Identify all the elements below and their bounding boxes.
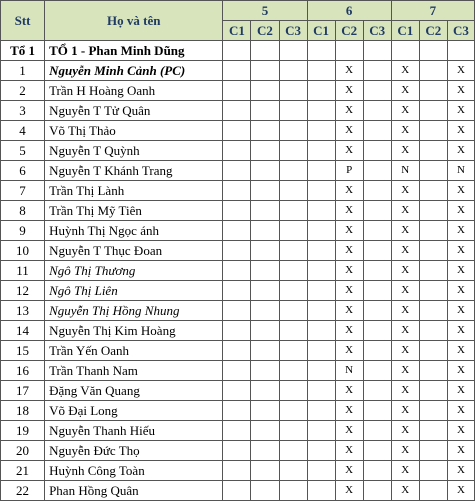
mark-cell xyxy=(363,41,391,61)
mark-cell: X xyxy=(391,221,419,241)
stt-cell: 14 xyxy=(1,321,45,341)
name-cell: Đặng Văn Quang xyxy=(45,381,223,401)
mark-cell: X xyxy=(391,241,419,261)
mark-cell: P xyxy=(335,161,363,181)
mark-cell xyxy=(419,441,447,461)
mark-cell xyxy=(251,241,279,261)
stt-cell: 22 xyxy=(1,481,45,501)
mark-cell xyxy=(307,301,335,321)
mark-cell xyxy=(419,461,447,481)
mark-cell xyxy=(223,121,251,141)
mark-cell: X xyxy=(447,61,474,81)
mark-cell: X xyxy=(447,241,474,261)
mark-cell xyxy=(307,481,335,501)
mark-cell: X xyxy=(391,401,419,421)
mark-cell xyxy=(223,381,251,401)
table-row xyxy=(1,221,475,241)
mark-cell: X xyxy=(447,321,474,341)
mark-cell xyxy=(251,221,279,241)
table-header xyxy=(1,1,475,41)
mark-cell: X xyxy=(335,321,363,341)
stt-cell: 11 xyxy=(1,261,45,281)
mark-cell xyxy=(419,181,447,201)
mark-cell xyxy=(251,341,279,361)
mark-cell xyxy=(307,81,335,101)
mark-cell xyxy=(279,241,307,261)
mark-cell: X xyxy=(335,481,363,501)
mark-cell: N xyxy=(447,161,474,181)
mark-cell: X xyxy=(335,241,363,261)
stt-cell: 16 xyxy=(1,361,45,381)
mark-cell: X xyxy=(335,101,363,121)
mark-cell xyxy=(251,461,279,481)
mark-cell xyxy=(447,41,474,61)
mark-cell xyxy=(223,301,251,321)
mark-cell xyxy=(223,361,251,381)
table-row xyxy=(1,201,475,221)
week-header-6: 6 xyxy=(307,1,391,21)
table-row xyxy=(1,361,475,381)
mark-cell xyxy=(419,341,447,361)
mark-cell xyxy=(223,441,251,461)
mark-cell xyxy=(307,461,335,481)
name-cell: Huỳnh Thị Ngọc ánh xyxy=(45,221,223,241)
mark-cell: N xyxy=(391,161,419,181)
table-row xyxy=(1,441,475,461)
mark-cell: X xyxy=(447,181,474,201)
mark-cell xyxy=(279,321,307,341)
mark-cell xyxy=(223,181,251,201)
mark-cell xyxy=(251,421,279,441)
name-cell: Nguyễn T Khánh Trang xyxy=(45,161,223,181)
mark-cell xyxy=(363,301,391,321)
table-row xyxy=(1,241,475,261)
col-header: C3 xyxy=(447,21,474,41)
mark-cell: X xyxy=(391,301,419,321)
mark-cell: X xyxy=(335,281,363,301)
name-cell: Trần Thanh Nam xyxy=(45,361,223,381)
mark-cell xyxy=(251,81,279,101)
stt-cell: 7 xyxy=(1,181,45,201)
mark-cell xyxy=(251,481,279,501)
stt-cell: 21 xyxy=(1,461,45,481)
name-cell: Huỳnh Công Toàn xyxy=(45,461,223,481)
mark-cell: X xyxy=(335,421,363,441)
mark-cell xyxy=(307,61,335,81)
mark-cell xyxy=(363,101,391,121)
mark-cell xyxy=(363,461,391,481)
mark-cell: X xyxy=(447,81,474,101)
mark-cell xyxy=(251,301,279,321)
mark-cell: X xyxy=(447,121,474,141)
week-header-5: 5 xyxy=(223,1,307,21)
table-row xyxy=(1,301,475,321)
name-header: Họ và tên xyxy=(45,1,223,41)
mark-cell xyxy=(251,141,279,161)
table-row xyxy=(1,261,475,281)
mark-cell xyxy=(279,461,307,481)
mark-cell xyxy=(251,361,279,381)
table-row xyxy=(1,81,475,101)
stt-cell: 12 xyxy=(1,281,45,301)
mark-cell xyxy=(307,241,335,261)
table-row xyxy=(1,341,475,361)
mark-cell: X xyxy=(391,281,419,301)
mark-cell xyxy=(307,381,335,401)
table-row xyxy=(1,481,475,501)
col-header: C2 xyxy=(335,21,363,41)
mark-cell xyxy=(363,341,391,361)
mark-cell: X xyxy=(335,441,363,461)
mark-cell: X xyxy=(391,441,419,461)
mark-cell xyxy=(223,421,251,441)
mark-cell: X xyxy=(335,81,363,101)
mark-cell xyxy=(419,121,447,141)
mark-cell xyxy=(307,261,335,281)
table-row xyxy=(1,381,475,401)
stt-cell: 2 xyxy=(1,81,45,101)
name-cell: Ngô Thị Liên xyxy=(45,281,223,301)
mark-cell: X xyxy=(391,61,419,81)
mark-cell xyxy=(251,401,279,421)
stt-cell: 19 xyxy=(1,421,45,441)
mark-cell xyxy=(223,241,251,261)
mark-cell xyxy=(251,441,279,461)
mark-cell xyxy=(419,81,447,101)
mark-cell: X xyxy=(391,121,419,141)
mark-cell xyxy=(223,321,251,341)
mark-cell xyxy=(279,361,307,381)
mark-cell xyxy=(419,361,447,381)
mark-cell xyxy=(279,201,307,221)
mark-cell xyxy=(419,161,447,181)
col-header: C3 xyxy=(363,21,391,41)
mark-cell: X xyxy=(391,481,419,501)
mark-cell xyxy=(223,61,251,81)
mark-cell xyxy=(307,121,335,141)
mark-cell xyxy=(419,141,447,161)
mark-cell: X xyxy=(335,341,363,361)
mark-cell xyxy=(251,181,279,201)
stt-cell: 4 xyxy=(1,121,45,141)
mark-cell xyxy=(363,221,391,241)
mark-cell xyxy=(251,121,279,141)
table-row xyxy=(1,141,475,161)
mark-cell xyxy=(279,421,307,441)
mark-cell: X xyxy=(391,201,419,221)
mark-cell xyxy=(279,181,307,201)
stt-cell: 10 xyxy=(1,241,45,261)
mark-cell xyxy=(223,461,251,481)
mark-cell xyxy=(419,261,447,281)
mark-cell xyxy=(251,61,279,81)
mark-cell: X xyxy=(391,421,419,441)
mark-cell xyxy=(419,221,447,241)
mark-cell xyxy=(391,41,419,61)
mark-cell xyxy=(363,161,391,181)
mark-cell: X xyxy=(447,421,474,441)
mark-cell: X xyxy=(391,141,419,161)
mark-cell: X xyxy=(447,401,474,421)
mark-cell xyxy=(363,281,391,301)
stt-cell: 1 xyxy=(1,61,45,81)
mark-cell: X xyxy=(335,301,363,321)
mark-cell xyxy=(223,41,251,61)
mark-cell xyxy=(223,101,251,121)
mark-cell xyxy=(223,281,251,301)
name-cell: Nguyễn T Quỳnh xyxy=(45,141,223,161)
mark-cell xyxy=(307,161,335,181)
mark-cell: X xyxy=(391,341,419,361)
mark-cell: X xyxy=(391,321,419,341)
mark-cell xyxy=(223,141,251,161)
mark-cell xyxy=(279,221,307,241)
mark-cell xyxy=(307,421,335,441)
mark-cell xyxy=(307,341,335,361)
mark-cell xyxy=(223,401,251,421)
name-cell: Nguyễn Thị Hồng Nhung xyxy=(45,301,223,321)
mark-cell xyxy=(363,241,391,261)
mark-cell xyxy=(251,261,279,281)
table-row xyxy=(1,181,475,201)
mark-cell xyxy=(363,201,391,221)
mark-cell xyxy=(279,481,307,501)
name-cell: Nguyễn T Thục Đoan xyxy=(45,241,223,261)
mark-cell xyxy=(363,381,391,401)
group-row xyxy=(1,41,475,61)
mark-cell: X xyxy=(447,141,474,161)
mark-cell xyxy=(251,41,279,61)
name-cell: Phan Hồng Quân xyxy=(45,481,223,501)
mark-cell xyxy=(279,121,307,141)
table-row xyxy=(1,281,475,301)
mark-cell: X xyxy=(335,201,363,221)
name-cell: Nguyễn Đức Thọ xyxy=(45,441,223,461)
col-header: C2 xyxy=(419,21,447,41)
stt-cell: 5 xyxy=(1,141,45,161)
mark-cell xyxy=(223,221,251,241)
mark-cell xyxy=(223,161,251,181)
mark-cell xyxy=(251,281,279,301)
mark-cell: X xyxy=(391,381,419,401)
mark-cell: X xyxy=(391,261,419,281)
mark-cell xyxy=(307,201,335,221)
mark-cell: X xyxy=(335,141,363,161)
mark-cell: X xyxy=(335,221,363,241)
mark-cell: X xyxy=(335,121,363,141)
mark-cell xyxy=(279,61,307,81)
name-cell: Nguyễn Minh Cảnh (PC) xyxy=(45,61,223,81)
mark-cell xyxy=(363,421,391,441)
mark-cell: X xyxy=(447,461,474,481)
mark-cell: X xyxy=(391,461,419,481)
table-row xyxy=(1,61,475,81)
table-row xyxy=(1,461,475,481)
mark-cell xyxy=(279,81,307,101)
mark-cell: X xyxy=(447,341,474,361)
table-row xyxy=(1,321,475,341)
mark-cell xyxy=(307,441,335,461)
mark-cell xyxy=(419,401,447,421)
name-cell: Nguyễn Thanh Hiếu xyxy=(45,421,223,441)
mark-cell xyxy=(419,381,447,401)
mark-cell xyxy=(251,201,279,221)
mark-cell xyxy=(363,81,391,101)
name-cell: Nguyễn Thị Kim Hoàng xyxy=(45,321,223,341)
stt-cell: 13 xyxy=(1,301,45,321)
mark-cell xyxy=(419,101,447,121)
table-row xyxy=(1,401,475,421)
mark-cell xyxy=(307,141,335,161)
table-row xyxy=(1,161,475,181)
stt-cell: Tổ 1 xyxy=(1,41,45,61)
mark-cell xyxy=(251,161,279,181)
mark-cell: X xyxy=(447,201,474,221)
mark-cell xyxy=(363,481,391,501)
col-header: C1 xyxy=(307,21,335,41)
mark-cell: X xyxy=(447,381,474,401)
mark-cell: X xyxy=(335,261,363,281)
mark-cell xyxy=(363,61,391,81)
col-header: C1 xyxy=(223,21,251,41)
stt-cell: 9 xyxy=(1,221,45,241)
mark-cell xyxy=(363,361,391,381)
name-cell: Trần Thị Mỹ Tiên xyxy=(45,201,223,221)
mark-cell xyxy=(419,481,447,501)
mark-cell xyxy=(279,281,307,301)
mark-cell xyxy=(279,301,307,321)
name-cell: Trần Yến Oanh xyxy=(45,341,223,361)
stt-cell: 20 xyxy=(1,441,45,461)
mark-cell: X xyxy=(391,101,419,121)
mark-cell xyxy=(279,401,307,421)
mark-cell xyxy=(419,281,447,301)
mark-cell xyxy=(363,121,391,141)
mark-cell xyxy=(307,181,335,201)
name-cell: Võ Đại Long xyxy=(45,401,223,421)
table-body xyxy=(1,41,475,501)
stt-cell: 15 xyxy=(1,341,45,361)
col-header: C1 xyxy=(391,21,419,41)
mark-cell xyxy=(419,301,447,321)
mark-cell xyxy=(363,181,391,201)
mark-cell xyxy=(335,41,363,61)
mark-cell xyxy=(363,141,391,161)
mark-cell xyxy=(419,241,447,261)
mark-cell xyxy=(419,421,447,441)
mark-cell xyxy=(419,201,447,221)
mark-cell xyxy=(307,281,335,301)
name-cell: Nguyễn T Tử Quân xyxy=(45,101,223,121)
table-row xyxy=(1,101,475,121)
mark-cell xyxy=(223,81,251,101)
table-row xyxy=(1,421,475,441)
mark-cell xyxy=(223,481,251,501)
mark-cell: X xyxy=(335,461,363,481)
mark-cell xyxy=(419,61,447,81)
mark-cell xyxy=(279,141,307,161)
mark-cell xyxy=(223,261,251,281)
name-cell: Trần H Hoàng Oanh xyxy=(45,81,223,101)
mark-cell xyxy=(363,441,391,461)
mark-cell: X xyxy=(335,61,363,81)
name-cell: Võ Thị Thảo xyxy=(45,121,223,141)
stt-cell: 6 xyxy=(1,161,45,181)
name-cell: Ngô Thị Thương xyxy=(45,261,223,281)
mark-cell xyxy=(307,321,335,341)
mark-cell xyxy=(251,101,279,121)
mark-cell: X xyxy=(447,261,474,281)
mark-cell xyxy=(279,101,307,121)
mark-cell: X xyxy=(391,81,419,101)
mark-cell: X xyxy=(447,481,474,501)
mark-cell xyxy=(223,201,251,221)
mark-cell xyxy=(307,41,335,61)
mark-cell xyxy=(307,361,335,381)
mark-cell xyxy=(419,321,447,341)
stt-header: Stt xyxy=(1,1,45,41)
mark-cell xyxy=(363,321,391,341)
table-row xyxy=(1,121,475,141)
mark-cell: N xyxy=(335,361,363,381)
mark-cell: X xyxy=(335,181,363,201)
mark-cell: X xyxy=(447,441,474,461)
name-cell: Trần Thị Lành xyxy=(45,181,223,201)
mark-cell xyxy=(363,261,391,281)
mark-cell: X xyxy=(335,381,363,401)
col-header: C2 xyxy=(251,21,279,41)
mark-cell xyxy=(279,41,307,61)
mark-cell xyxy=(307,101,335,121)
mark-cell: X xyxy=(391,181,419,201)
mark-cell: X xyxy=(447,101,474,121)
name-cell: TỔ 1 - Phan Minh Dũng xyxy=(45,41,223,61)
stt-cell: 3 xyxy=(1,101,45,121)
mark-cell xyxy=(279,441,307,461)
mark-cell xyxy=(279,341,307,361)
mark-cell xyxy=(419,41,447,61)
mark-cell: X xyxy=(447,301,474,321)
mark-cell xyxy=(307,401,335,421)
stt-cell: 17 xyxy=(1,381,45,401)
mark-cell xyxy=(307,221,335,241)
mark-cell: X xyxy=(391,361,419,381)
mark-cell: X xyxy=(447,221,474,241)
stt-cell: 8 xyxy=(1,201,45,221)
mark-cell: X xyxy=(335,401,363,421)
mark-cell xyxy=(279,261,307,281)
mark-cell: X xyxy=(447,281,474,301)
mark-cell xyxy=(251,321,279,341)
mark-cell: X xyxy=(447,361,474,381)
mark-cell xyxy=(279,381,307,401)
mark-cell xyxy=(363,401,391,421)
mark-cell xyxy=(223,341,251,361)
mark-cell xyxy=(251,381,279,401)
stt-cell: 18 xyxy=(1,401,45,421)
col-header: C3 xyxy=(279,21,307,41)
mark-cell xyxy=(279,161,307,181)
week-header-7: 7 xyxy=(391,1,474,21)
